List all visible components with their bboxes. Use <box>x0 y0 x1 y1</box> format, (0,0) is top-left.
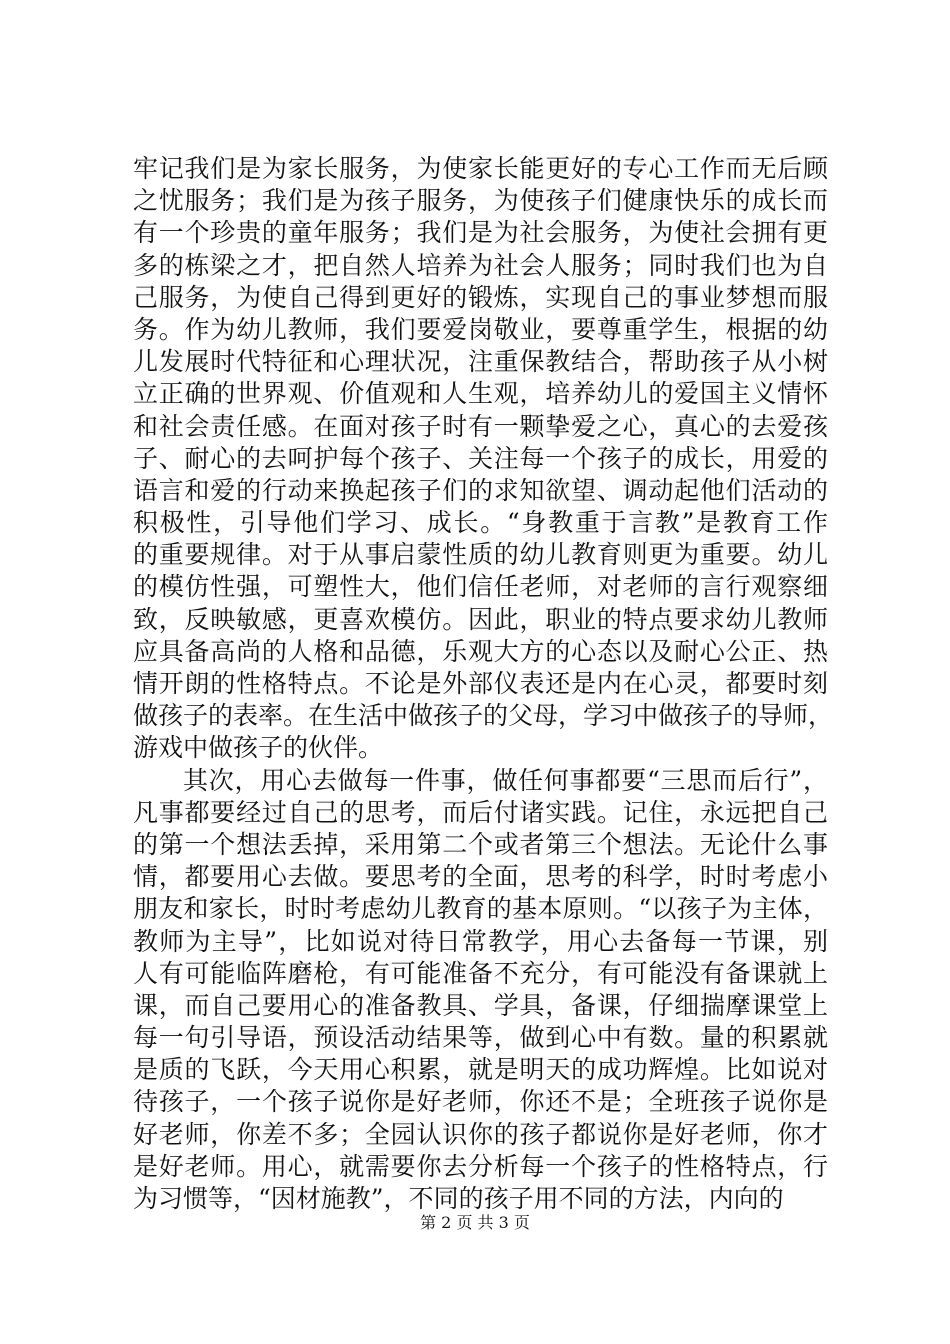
text-line: 的模仿性强，可塑性大，他们信任老师，对老师的言行观察细 <box>133 572 828 602</box>
text-line: 有一个珍贵的童年服务；我们是为社会服务，为使社会拥有更 <box>133 218 828 248</box>
paragraph <box>133 153 834 765</box>
text-line: 是好老师。用心，就需要你去分析每一个孩子的性格特点，行 <box>133 1151 828 1181</box>
text-line: 应具备高尚的人格和品德，乐观大方的心态以及耐心公正、热 <box>133 636 828 666</box>
text-line: 致，反映敏感，更喜欢模仿。因此，职业的特点要求幼儿教师 <box>133 604 828 634</box>
text-line: 牢记我们是为家长服务，为使家长能更好的专心工作而无后顾 <box>133 154 828 183</box>
text-line: 的第一个想法丢掉，采用第二个或者第三个想法。无论什么事 <box>133 829 828 859</box>
text-line: 子、耐心的去呵护每个孩子、关注每一个孩子的成长，用爱的 <box>133 443 828 473</box>
text-line: 是质的飞跃，今天用心积累，就是明天的成功辉煌。比如说对 <box>133 1055 828 1085</box>
page-footer <box>0 1213 950 1233</box>
text-line: 做孩子的表率。在生活中做孩子的父母，学习中做孩子的导师， <box>133 701 834 731</box>
text-line: 之忧服务；我们是为孩子服务，为使孩子们健康快乐的成长而 <box>133 186 828 216</box>
paragraph <box>133 765 828 1216</box>
text-line: 和社会责任感。在面对孩子时有一颗挚爱之心，真心的去爱孩 <box>133 411 828 441</box>
document-body <box>133 153 834 1215</box>
text-line: 多的栋梁之才，把自然人培养为社会人服务；同时我们也为自 <box>133 250 828 280</box>
text-line: 凡事都要经过自己的思考，而后付诸实践。记住，永远把自己 <box>133 797 828 827</box>
text-line: 立正确的世界观、价值观和人生观，培养幼儿的爱国主义情怀 <box>133 379 828 409</box>
text-line: 好老师，你差不多；全园认识你的孩子都说你是好老师，你才 <box>133 1119 828 1149</box>
text-line: 课，而自己要用心的准备教具、学具，备课，仔细揣摩课堂上 <box>133 990 828 1020</box>
page-number-label: 第 2 页 共 3 页 <box>420 1213 530 1232</box>
text-line: 儿发展时代特征和心理状况，注重保教结合，帮助孩子从小树 <box>133 347 828 377</box>
text-line: 语言和爱的行动来换起孩子们的求知欲望、调动起他们活动的 <box>133 475 828 505</box>
text-line: 每一句引导语，预设活动结果等，做到心中有数。量的积累就 <box>133 1023 828 1053</box>
text-line: 教师为主导”，比如说对待日常教学，用心去备每一节课，别 <box>133 926 828 956</box>
text-line: 朋友和家长，时时考虑幼儿教育的基本原则。“以孩子为主体， <box>133 894 828 924</box>
text-line: 其次，用心去做每一件事，做任何事都要“三思而后行”， <box>183 765 828 795</box>
text-line: 游戏中做孩子的伙伴。 <box>133 733 384 763</box>
text-line: 己服务，为使自己得到更好的锻炼，实现自己的事业梦想而服 <box>133 282 828 312</box>
text-line: 情开朗的性格特点。不论是外部仪表还是内在心灵，都要时刻 <box>133 669 828 698</box>
text-line: 情，都要用心去做。要思考的全面，思考的科学，时时考虑小 <box>133 862 828 892</box>
text-line: 的重要规律。对于从事启蒙性质的幼儿教育则更为重要。幼儿 <box>133 540 828 570</box>
text-line: 积极性，引导他们学习、成长。“身教重于言教”是教育工作 <box>133 508 828 538</box>
text-line: 务。作为幼儿教师，我们要爱岗敬业，要尊重学生，根据的幼 <box>133 314 828 344</box>
text-line: 待孩子，一个孩子说你是好老师，你还不是；全班孩子说你是 <box>133 1087 828 1117</box>
text-line: 人有可能临阵磨枪，有可能准备不充分，有可能没有备课就上 <box>133 958 828 988</box>
text-line: 为习惯等，“因材施教”，不同的孩子用不同的方法，内向的 <box>133 1184 784 1213</box>
